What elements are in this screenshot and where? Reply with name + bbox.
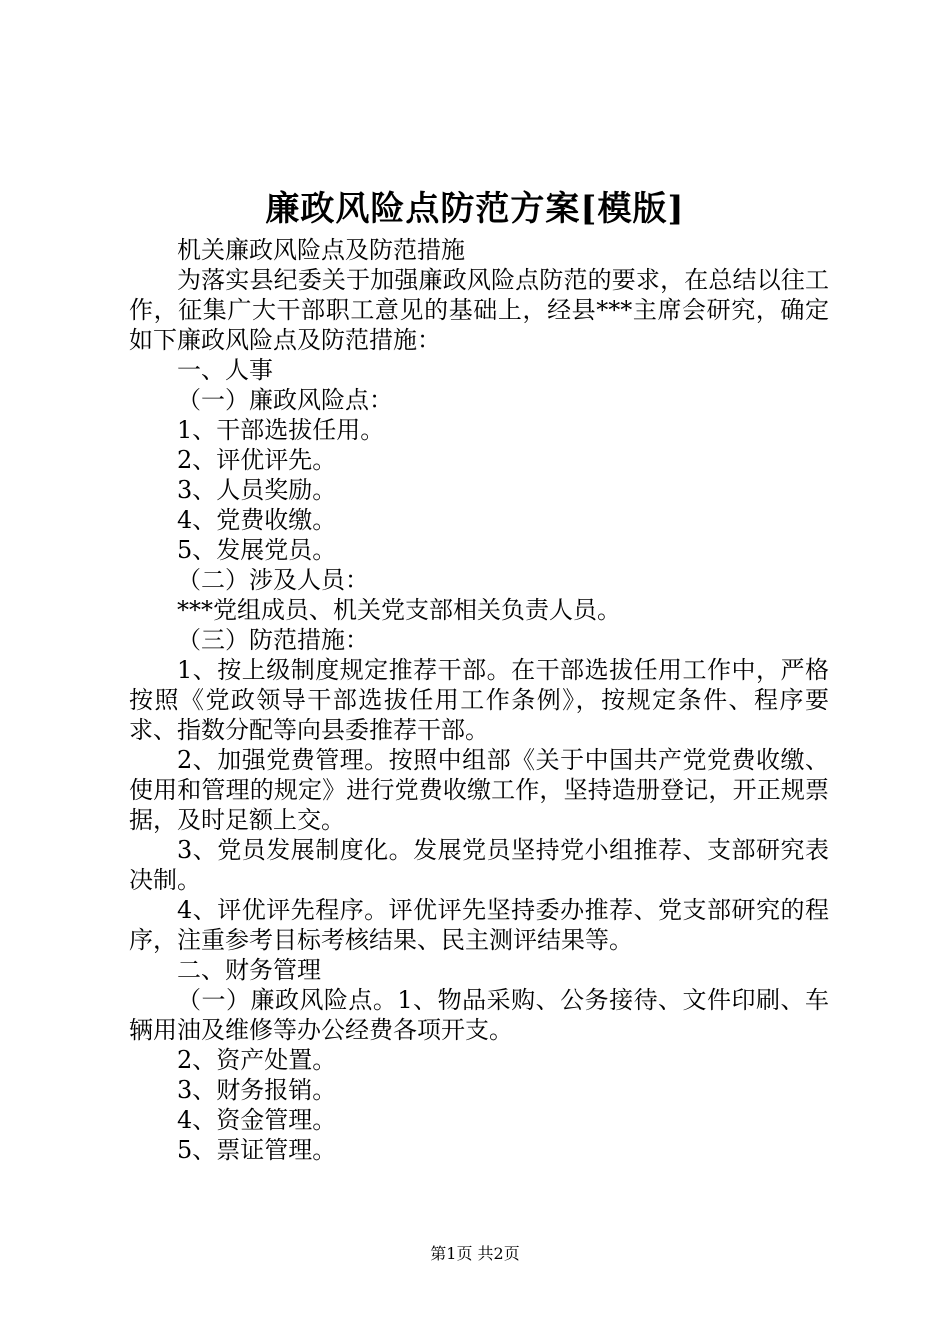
paragraph: 2、加强党费管理。按照中组部《关于中国共产党党费收缴、使用和管理的规定》进行党费收缴工作，坚持造册登记，开正规票据，及时足额上交。 [129, 746, 829, 834]
list-item: 3、人员奖励。 [177, 476, 337, 504]
page-footer: 第1页 共2页 [430, 1244, 520, 1263]
list-item: 5、发展党员。 [177, 536, 337, 564]
list-item: 5、票证管理。 [177, 1136, 337, 1164]
document-body [129, 235, 829, 1165]
list-item: 4、资金管理。 [177, 1106, 337, 1134]
paragraph: 3、党员发展制度化。发展党员坚持党小组推荐、支部研究表决制。 [129, 836, 829, 894]
subsection-heading: （一）廉政风险点： [177, 386, 393, 414]
paragraph: 为落实县纪委关于加强廉政风险点防范的要求，在总结以往工作，征集广大干部职工意见的基础上，经县***主席会研究，确定如下廉政风险点及防范措施： [129, 266, 829, 354]
paragraph: 4、评优评先程序。评优评先坚持委办推荐、党支部研究的程序，注重参考目标考核结果、民主测评结果等。 [129, 896, 829, 954]
paragraph: 1、按上级制度规定推荐干部。在干部选拔任用工作中，严格按照《党政领导干部选拔任用工作条例》，按规定条件、程序要求、指数分配等向县委推荐干部。 [129, 656, 829, 744]
paragraph: ***党组成员、机关党支部相关负责人员。 [177, 596, 621, 624]
list-item: 2、资产处置。 [177, 1046, 337, 1074]
section-heading: 二、财务管理 [177, 956, 321, 984]
list-item: 1、干部选拔任用。 [177, 416, 385, 444]
list-item: 4、党费收缴。 [177, 506, 337, 534]
paragraph: 机关廉政风险点及防范措施 [177, 236, 465, 264]
document-title: 廉政风险点防范方案[模版] [265, 189, 685, 229]
subsection-heading: （二）涉及人员： [177, 566, 369, 594]
section-heading: 一、人事 [177, 356, 273, 384]
paragraph: （一）廉政风险点。1、物品采购、公务接待、文件印刷、车辆用油及维修等办公经费各项开支。 [129, 986, 829, 1044]
subsection-heading: （三）防范措施： [177, 626, 369, 654]
list-item: 3、财务报销。 [177, 1076, 337, 1104]
list-item: 2、评优评先。 [177, 446, 337, 474]
